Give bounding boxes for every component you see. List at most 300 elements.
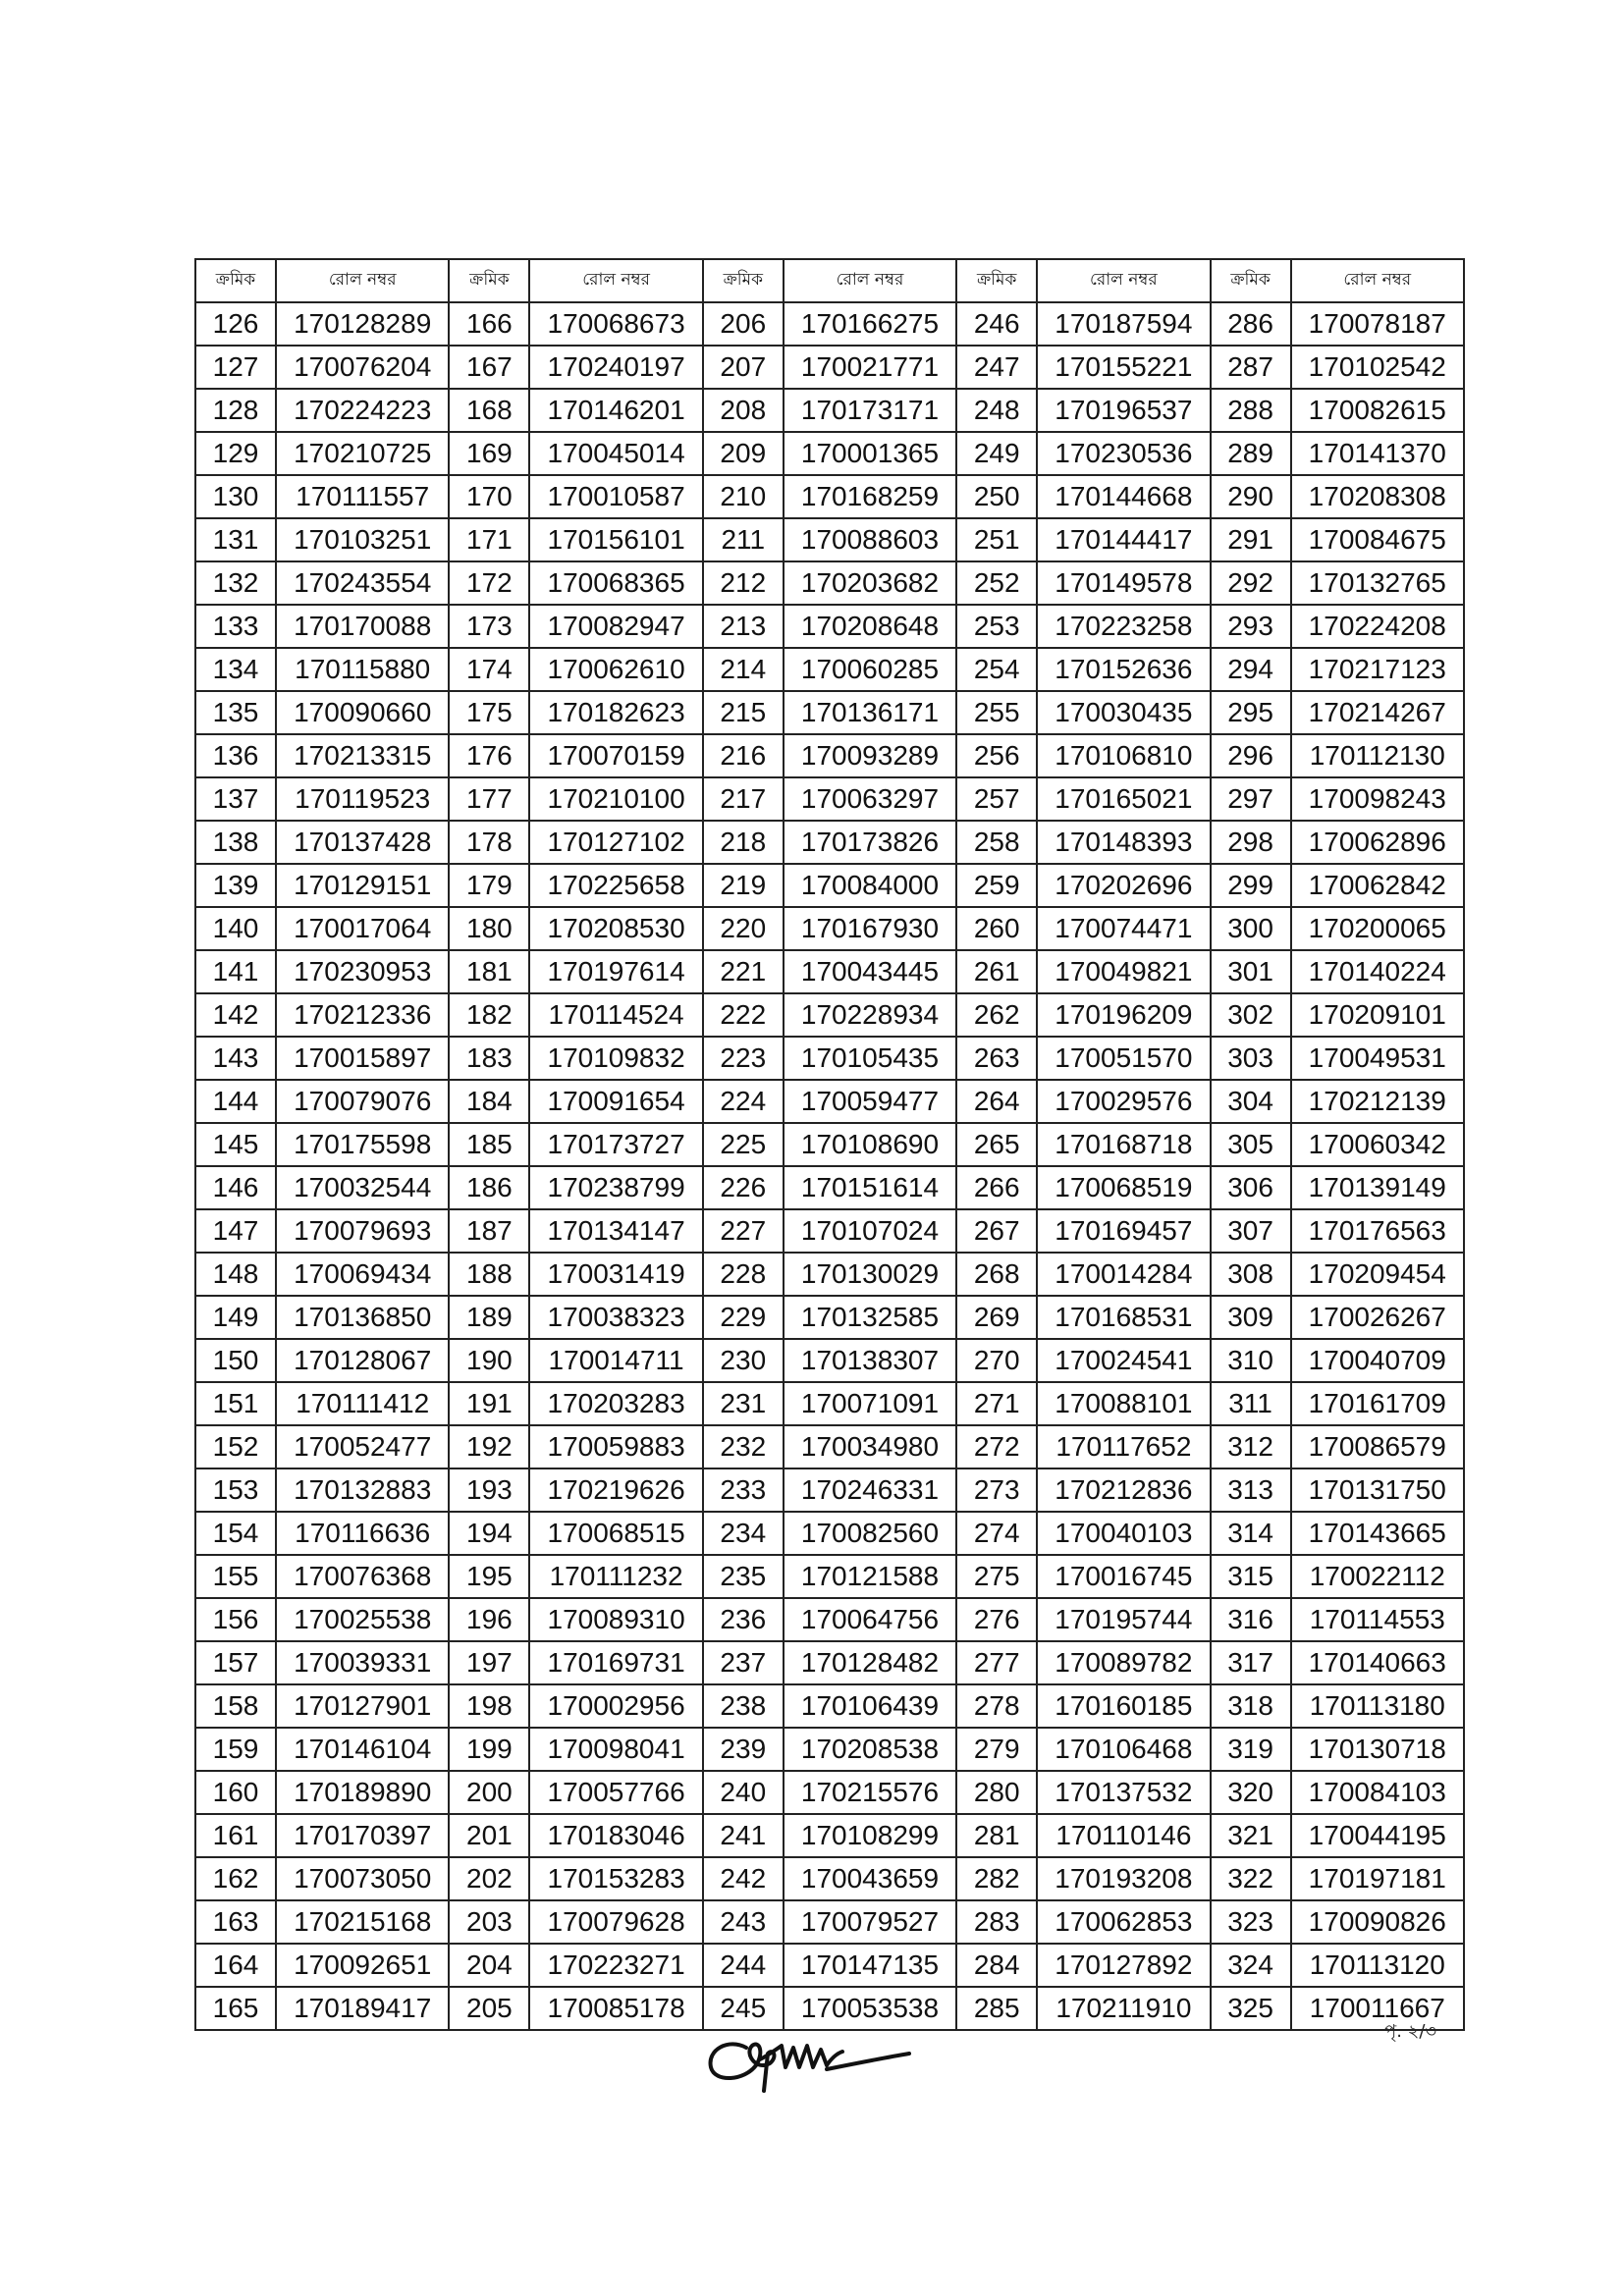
table-row	[195, 1728, 1464, 1771]
serial-header: ক্রমিক	[449, 259, 529, 302]
table-row	[195, 734, 1464, 777]
roll-number-cell: 170068673	[529, 302, 702, 346]
roll-number-cell: 170105435	[784, 1037, 956, 1080]
roll-number-cell: 170210725	[276, 432, 449, 475]
roll-number-cell: 170168718	[1037, 1123, 1210, 1166]
roll-number-cell: 170138307	[784, 1339, 956, 1382]
roll-number-cell: 170059477	[784, 1080, 956, 1123]
serial-cell: 279	[956, 1728, 1037, 1771]
serial-header: ক্রমিক	[1211, 259, 1291, 302]
serial-cell: 224	[703, 1080, 784, 1123]
roll-number-cell: 170114524	[529, 993, 702, 1037]
serial-cell: 177	[449, 777, 529, 821]
serial-cell: 193	[449, 1468, 529, 1512]
roll-number-cell: 170212139	[1291, 1080, 1464, 1123]
serial-cell: 263	[956, 1037, 1037, 1080]
roll-number-cell: 170121588	[784, 1555, 956, 1598]
roll-number-cell: 170040709	[1291, 1339, 1464, 1382]
table-row	[195, 1512, 1464, 1555]
serial-cell: 324	[1211, 1944, 1291, 1987]
table-row	[195, 1468, 1464, 1512]
serial-cell: 134	[195, 648, 276, 691]
serial-cell: 197	[449, 1641, 529, 1684]
roll-number-cell: 170113180	[1291, 1684, 1464, 1728]
roll-number-cell: 170001365	[784, 432, 956, 475]
serial-cell: 151	[195, 1382, 276, 1425]
roll-number-cell: 170148393	[1037, 821, 1210, 864]
serial-cell: 170	[449, 475, 529, 518]
serial-cell: 189	[449, 1296, 529, 1339]
roll-number-cell: 170014711	[529, 1339, 702, 1382]
serial-cell: 305	[1211, 1123, 1291, 1166]
roll-number-cell: 170211910	[1037, 1987, 1210, 2030]
serial-cell: 278	[956, 1684, 1037, 1728]
roll-number-cell: 170170088	[276, 605, 449, 648]
roll-number-cell: 170146201	[529, 389, 702, 432]
roll-number-cell: 170112130	[1291, 734, 1464, 777]
roll-number-cell: 170082560	[784, 1512, 956, 1555]
roll-number-cell: 170053538	[784, 1987, 956, 2030]
roll-number-cell: 170161709	[1291, 1382, 1464, 1425]
roll-number-cell: 170224208	[1291, 605, 1464, 648]
serial-cell: 152	[195, 1425, 276, 1468]
roll-number-cell: 170103251	[276, 518, 449, 561]
serial-cell: 298	[1211, 821, 1291, 864]
roll-number-cell: 170062842	[1291, 864, 1464, 907]
serial-cell: 222	[703, 993, 784, 1037]
serial-cell: 246	[956, 302, 1037, 346]
roll-number-cell: 170073050	[276, 1857, 449, 1900]
roll-number-cell: 170151614	[784, 1166, 956, 1209]
roll-number-cell: 170127102	[529, 821, 702, 864]
roll-number-cell: 170030435	[1037, 691, 1210, 734]
roll-number-cell: 170225658	[529, 864, 702, 907]
table-row	[195, 1598, 1464, 1641]
roll-number-cell: 170219626	[529, 1468, 702, 1512]
roll-number-cell: 170230953	[276, 950, 449, 993]
serial-cell: 188	[449, 1253, 529, 1296]
serial-cell: 277	[956, 1641, 1037, 1684]
roll-number-cell: 170134147	[529, 1209, 702, 1253]
roll-number-cell: 170129151	[276, 864, 449, 907]
serial-cell: 286	[1211, 302, 1291, 346]
roll-number-cell: 170202696	[1037, 864, 1210, 907]
serial-cell: 233	[703, 1468, 784, 1512]
roll-number-table	[194, 258, 1465, 2031]
roll-number-cell: 170079628	[529, 1900, 702, 1944]
serial-cell: 207	[703, 346, 784, 389]
serial-cell: 199	[449, 1728, 529, 1771]
serial-cell: 168	[449, 389, 529, 432]
roll-number-cell: 170170397	[276, 1814, 449, 1857]
serial-cell: 210	[703, 475, 784, 518]
serial-cell: 308	[1211, 1253, 1291, 1296]
serial-header: ক্রমিক	[703, 259, 784, 302]
roll-number-cell: 170098041	[529, 1728, 702, 1771]
roll-number-cell: 170136850	[276, 1296, 449, 1339]
serial-cell: 129	[195, 432, 276, 475]
roll-number-cell: 170111412	[276, 1382, 449, 1425]
roll-number-cell: 170079693	[276, 1209, 449, 1253]
roll-number-cell: 170132765	[1291, 561, 1464, 605]
serial-cell: 245	[703, 1987, 784, 2030]
roll-number-cell: 170068519	[1037, 1166, 1210, 1209]
roll-number-cell: 170223271	[529, 1944, 702, 1987]
serial-cell: 243	[703, 1900, 784, 1944]
roll-number-cell: 170223258	[1037, 605, 1210, 648]
roll-header: রোল নম্বর	[1037, 259, 1210, 302]
serial-cell: 287	[1211, 346, 1291, 389]
serial-cell: 172	[449, 561, 529, 605]
roll-number-cell: 170128289	[276, 302, 449, 346]
table-row	[195, 1209, 1464, 1253]
roll-number-cell: 170089782	[1037, 1641, 1210, 1684]
table-row	[195, 1857, 1464, 1900]
roll-number-cell: 170091654	[529, 1080, 702, 1123]
serial-cell: 176	[449, 734, 529, 777]
roll-number-cell: 170119523	[276, 777, 449, 821]
serial-cell: 131	[195, 518, 276, 561]
serial-cell: 226	[703, 1166, 784, 1209]
roll-number-cell: 170110146	[1037, 1814, 1210, 1857]
roll-number-cell: 170079527	[784, 1900, 956, 1944]
serial-cell: 291	[1211, 518, 1291, 561]
serial-cell: 137	[195, 777, 276, 821]
serial-cell: 155	[195, 1555, 276, 1598]
serial-cell: 321	[1211, 1814, 1291, 1857]
roll-number-cell: 170114553	[1291, 1598, 1464, 1641]
roll-header: রোল নম্বর	[1291, 259, 1464, 302]
serial-cell: 136	[195, 734, 276, 777]
roll-number-cell: 170115880	[276, 648, 449, 691]
serial-cell: 299	[1211, 864, 1291, 907]
serial-cell: 138	[195, 821, 276, 864]
serial-cell: 314	[1211, 1512, 1291, 1555]
roll-number-cell: 170022112	[1291, 1555, 1464, 1598]
serial-cell: 293	[1211, 605, 1291, 648]
roll-number-cell: 170210100	[529, 777, 702, 821]
roll-number-cell: 170208648	[784, 605, 956, 648]
roll-number-cell: 170144668	[1037, 475, 1210, 518]
serial-cell: 272	[956, 1425, 1037, 1468]
roll-number-cell: 170156101	[529, 518, 702, 561]
serial-cell: 165	[195, 1987, 276, 2030]
serial-cell: 285	[956, 1987, 1037, 2030]
serial-cell: 292	[1211, 561, 1291, 605]
serial-cell: 159	[195, 1728, 276, 1771]
serial-cell: 235	[703, 1555, 784, 1598]
serial-cell: 133	[195, 605, 276, 648]
roll-number-cell: 170111232	[529, 1555, 702, 1598]
serial-cell: 247	[956, 346, 1037, 389]
table-row	[195, 302, 1464, 346]
roll-number-cell: 170026267	[1291, 1296, 1464, 1339]
roll-number-cell: 170098243	[1291, 777, 1464, 821]
serial-cell: 319	[1211, 1728, 1291, 1771]
serial-cell: 271	[956, 1382, 1037, 1425]
roll-number-cell: 170088603	[784, 518, 956, 561]
roll-number-cell: 170079076	[276, 1080, 449, 1123]
table-row	[195, 1080, 1464, 1123]
roll-number-cell: 170212336	[276, 993, 449, 1037]
serial-cell: 219	[703, 864, 784, 907]
serial-cell: 253	[956, 605, 1037, 648]
serial-cell: 203	[449, 1900, 529, 1944]
roll-number-cell: 170149578	[1037, 561, 1210, 605]
serial-cell: 127	[195, 346, 276, 389]
roll-number-cell: 170196537	[1037, 389, 1210, 432]
table-row	[195, 1555, 1464, 1598]
roll-number-cell: 170049531	[1291, 1037, 1464, 1080]
serial-cell: 269	[956, 1296, 1037, 1339]
roll-number-cell: 170092651	[276, 1944, 449, 1987]
serial-cell: 320	[1211, 1771, 1291, 1814]
roll-number-cell: 170031419	[529, 1253, 702, 1296]
roll-number-cell: 170062853	[1037, 1900, 1210, 1944]
serial-cell: 282	[956, 1857, 1037, 1900]
serial-cell: 228	[703, 1253, 784, 1296]
roll-number-cell: 170213315	[276, 734, 449, 777]
serial-cell: 270	[956, 1339, 1037, 1382]
table-row	[195, 1123, 1464, 1166]
roll-number-cell: 170132585	[784, 1296, 956, 1339]
roll-number-cell: 170137532	[1037, 1771, 1210, 1814]
roll-number-cell: 170082615	[1291, 389, 1464, 432]
roll-number-cell: 170016745	[1037, 1555, 1210, 1598]
roll-number-cell: 170106468	[1037, 1728, 1210, 1771]
serial-cell: 162	[195, 1857, 276, 1900]
roll-number-cell: 170090826	[1291, 1900, 1464, 1944]
serial-cell: 238	[703, 1684, 784, 1728]
serial-cell: 261	[956, 950, 1037, 993]
roll-number-cell: 170108690	[784, 1123, 956, 1166]
serial-cell: 318	[1211, 1684, 1291, 1728]
roll-number-cell: 170189890	[276, 1771, 449, 1814]
serial-cell: 140	[195, 907, 276, 950]
roll-number-cell: 170024541	[1037, 1339, 1210, 1382]
roll-number-cell: 170200065	[1291, 907, 1464, 950]
roll-number-cell: 170093289	[784, 734, 956, 777]
roll-number-cell: 170140663	[1291, 1641, 1464, 1684]
serial-cell: 267	[956, 1209, 1037, 1253]
serial-cell: 214	[703, 648, 784, 691]
roll-number-cell: 170144417	[1037, 518, 1210, 561]
table-row	[195, 1944, 1464, 1987]
serial-cell: 184	[449, 1080, 529, 1123]
roll-number-cell: 170111557	[276, 475, 449, 518]
roll-number-cell: 170063297	[784, 777, 956, 821]
serial-cell: 268	[956, 1253, 1037, 1296]
table-row	[195, 1425, 1464, 1468]
roll-number-cell: 170215168	[276, 1900, 449, 1944]
roll-number-cell: 170043659	[784, 1857, 956, 1900]
roll-number-cell: 170169457	[1037, 1209, 1210, 1253]
roll-number-cell: 170168531	[1037, 1296, 1210, 1339]
roll-number-cell: 170051570	[1037, 1037, 1210, 1080]
table-row	[195, 821, 1464, 864]
serial-cell: 161	[195, 1814, 276, 1857]
serial-cell: 322	[1211, 1857, 1291, 1900]
roll-number-cell: 170010587	[529, 475, 702, 518]
roll-number-cell: 170032544	[276, 1166, 449, 1209]
serial-cell: 178	[449, 821, 529, 864]
roll-number-cell: 170014284	[1037, 1253, 1210, 1296]
roll-number-cell: 170108299	[784, 1814, 956, 1857]
serial-cell: 167	[449, 346, 529, 389]
roll-number-cell: 170086579	[1291, 1425, 1464, 1468]
table-row	[195, 346, 1464, 389]
roll-header: রোল নম্বর	[276, 259, 449, 302]
serial-cell: 211	[703, 518, 784, 561]
serial-cell: 266	[956, 1166, 1037, 1209]
serial-cell: 154	[195, 1512, 276, 1555]
serial-cell: 201	[449, 1814, 529, 1857]
serial-cell: 288	[1211, 389, 1291, 432]
roll-number-cell: 170131750	[1291, 1468, 1464, 1512]
roll-number-cell: 170165021	[1037, 777, 1210, 821]
serial-cell: 294	[1211, 648, 1291, 691]
roll-number-cell: 170127892	[1037, 1944, 1210, 1987]
serial-cell: 250	[956, 475, 1037, 518]
roll-number-cell: 170167930	[784, 907, 956, 950]
roll-number-cell: 170076368	[276, 1555, 449, 1598]
serial-cell: 303	[1211, 1037, 1291, 1080]
serial-cell: 325	[1211, 1987, 1291, 2030]
roll-number-cell: 170043445	[784, 950, 956, 993]
serial-cell: 313	[1211, 1468, 1291, 1512]
roll-number-cell: 170102542	[1291, 346, 1464, 389]
serial-cell: 200	[449, 1771, 529, 1814]
serial-cell: 242	[703, 1857, 784, 1900]
roll-number-cell: 170217123	[1291, 648, 1464, 691]
serial-cell: 244	[703, 1944, 784, 1987]
serial-cell: 174	[449, 648, 529, 691]
table-row	[195, 777, 1464, 821]
roll-number-cell: 170155221	[1037, 346, 1210, 389]
roll-number-cell: 170107024	[784, 1209, 956, 1253]
roll-number-cell: 170070159	[529, 734, 702, 777]
serial-cell: 204	[449, 1944, 529, 1987]
roll-number-cell: 170195744	[1037, 1598, 1210, 1641]
serial-cell: 175	[449, 691, 529, 734]
serial-cell: 239	[703, 1728, 784, 1771]
serial-cell: 213	[703, 605, 784, 648]
roll-number-cell: 170139149	[1291, 1166, 1464, 1209]
serial-cell: 307	[1211, 1209, 1291, 1253]
roll-number-cell: 170002956	[529, 1684, 702, 1728]
roll-number-cell: 170017064	[276, 907, 449, 950]
roll-number-cell: 170064756	[784, 1598, 956, 1641]
roll-number-cell: 170153283	[529, 1857, 702, 1900]
serial-cell: 256	[956, 734, 1037, 777]
serial-cell: 220	[703, 907, 784, 950]
serial-cell: 186	[449, 1166, 529, 1209]
table-body	[195, 302, 1464, 2030]
serial-cell: 180	[449, 907, 529, 950]
roll-number-cell: 170166275	[784, 302, 956, 346]
roll-number-cell: 170208530	[529, 907, 702, 950]
roll-number-cell: 170062896	[1291, 821, 1464, 864]
roll-number-cell: 170071091	[784, 1382, 956, 1425]
serial-cell: 179	[449, 864, 529, 907]
table-row	[195, 1771, 1464, 1814]
serial-cell: 251	[956, 518, 1037, 561]
serial-cell: 290	[1211, 475, 1291, 518]
roll-number-cell: 170146104	[276, 1728, 449, 1771]
roll-number-cell: 170168259	[784, 475, 956, 518]
roll-number-cell: 170143665	[1291, 1512, 1464, 1555]
serial-cell: 304	[1211, 1080, 1291, 1123]
serial-cell: 156	[195, 1598, 276, 1641]
roll-number-cell: 170173171	[784, 389, 956, 432]
serial-cell: 310	[1211, 1339, 1291, 1382]
table-row	[195, 1814, 1464, 1857]
roll-number-cell: 170130718	[1291, 1728, 1464, 1771]
roll-number-cell: 170049821	[1037, 950, 1210, 993]
serial-cell: 148	[195, 1253, 276, 1296]
roll-number-cell: 170089310	[529, 1598, 702, 1641]
roll-number-cell: 170052477	[276, 1425, 449, 1468]
roll-number-cell: 170140224	[1291, 950, 1464, 993]
serial-cell: 202	[449, 1857, 529, 1900]
roll-number-cell: 170197614	[529, 950, 702, 993]
serial-cell: 275	[956, 1555, 1037, 1598]
roll-number-cell: 170084000	[784, 864, 956, 907]
serial-cell: 183	[449, 1037, 529, 1080]
serial-cell: 173	[449, 605, 529, 648]
roll-number-cell: 170243554	[276, 561, 449, 605]
roll-number-cell: 170021771	[784, 346, 956, 389]
roll-number-cell: 170015897	[276, 1037, 449, 1080]
roll-number-cell: 170076204	[276, 346, 449, 389]
table-row	[195, 993, 1464, 1037]
serial-cell: 230	[703, 1339, 784, 1382]
table-row	[195, 1037, 1464, 1080]
serial-header: ক্রমিক	[195, 259, 276, 302]
roll-number-cell: 170040103	[1037, 1512, 1210, 1555]
roll-number-cell: 170113120	[1291, 1944, 1464, 1987]
roll-number-cell: 170209454	[1291, 1253, 1464, 1296]
serial-cell: 257	[956, 777, 1037, 821]
roll-number-cell: 170060342	[1291, 1123, 1464, 1166]
serial-cell: 212	[703, 561, 784, 605]
serial-cell: 259	[956, 864, 1037, 907]
table-row	[195, 1253, 1464, 1296]
roll-number-cell: 170238799	[529, 1166, 702, 1209]
table-row	[195, 475, 1464, 518]
roll-number-cell: 170045014	[529, 432, 702, 475]
serial-cell: 240	[703, 1771, 784, 1814]
table-row	[195, 950, 1464, 993]
table-row	[195, 1900, 1464, 1944]
table-row	[195, 1382, 1464, 1425]
serial-header: ক্রমিক	[956, 259, 1037, 302]
serial-cell: 323	[1211, 1900, 1291, 1944]
serial-cell: 130	[195, 475, 276, 518]
roll-number-cell: 170215576	[784, 1771, 956, 1814]
table-row	[195, 648, 1464, 691]
roll-number-cell: 170160185	[1037, 1684, 1210, 1728]
serial-cell: 126	[195, 302, 276, 346]
roll-number-cell: 170084675	[1291, 518, 1464, 561]
serial-cell: 306	[1211, 1166, 1291, 1209]
serial-cell: 198	[449, 1684, 529, 1728]
serial-cell: 153	[195, 1468, 276, 1512]
serial-cell: 316	[1211, 1598, 1291, 1641]
roll-number-cell: 170082947	[529, 605, 702, 648]
roll-number-cell: 170057766	[529, 1771, 702, 1814]
serial-cell: 139	[195, 864, 276, 907]
